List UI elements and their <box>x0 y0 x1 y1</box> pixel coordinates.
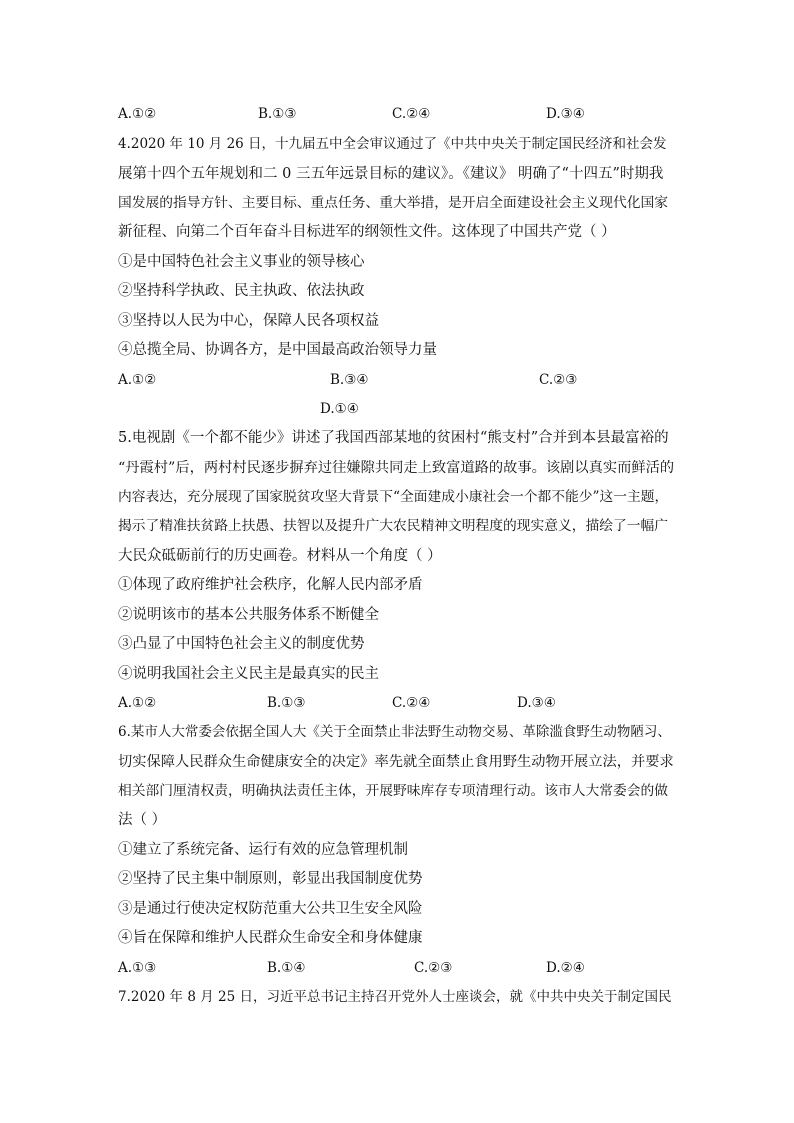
q6-stem-line-3: 相关部门厘清权责，明确执法责任主体，开展野味库存专项清理行动。该市人大常委会的做 <box>118 783 669 799</box>
q5-statement-2: ②说明该市的基本公共服务体系不断健全 <box>118 607 379 623</box>
q6-statement-3: ③是通过行使决定权防范重大公共卫生安全风险 <box>118 901 423 917</box>
q5-statement-3: ③凸显了中国特色社会主义的制度优势 <box>118 636 365 652</box>
q5-stem-line-3: 内容表达，充分展现了国家脱贫攻坚大背景下“全面建成小康社会一个都不能少”这一主题， <box>118 489 669 505</box>
q5-stem-line-4: 揭示了精准扶贫路上扶愚、扶智以及提升广大农民精神文明程度的现实意义，描绘了一幅广 <box>118 518 669 534</box>
q6-stem-line-2: 切实保障人民群众生命健康安全的决定》率先就全面禁止食用野生动物开展立法，并要求 <box>118 754 674 770</box>
q5-option-c: C.②④ <box>392 695 431 711</box>
q4-statement-1: ①是中国特色社会主义事业的领导核心 <box>118 254 365 270</box>
q6-option-b: B.①④ <box>267 960 306 976</box>
q3-option-b: B.①③ <box>258 106 297 122</box>
q3-option-d: D.③④ <box>546 106 585 122</box>
q4-stem-line-2: 展第十四个五年规划和二 0 三五年远景目标的建议》。《建议》 明确了“十四五”时期我 <box>118 166 664 182</box>
q4-option-b: B.③④ <box>330 372 369 388</box>
q5-option-b: B.①③ <box>267 695 306 711</box>
q6-option-c: C.②③ <box>414 960 453 976</box>
q5-statement-1: ①体现了政府维护社会秩序，化解人民内部矛盾 <box>118 577 423 593</box>
q6-option-d: D.②④ <box>546 960 585 976</box>
q4-stem-line-3: 国发展的指导方针、主要目标、重点任务、重大举措，是开启全面建设社会主义现代化国家 <box>118 195 669 211</box>
q4-option-d: D.①④ <box>320 401 359 417</box>
q3-option-c: C.②④ <box>392 106 431 122</box>
q4-statement-2: ②坚持科学执政、民主执政、依法执政 <box>118 283 365 299</box>
q3-option-a: A.①② <box>118 106 157 122</box>
q5-stem-line-1: 5.电视剧《一个都不能少》讲述了我国西部某地的贫困村“熊支村”合并到本县最富裕的 <box>118 430 669 446</box>
q4-stem-line-4: 新征程、向第二个百年奋斗目标进军的纲领性文件。这体现了中国共产党（ ） <box>118 224 616 240</box>
q4-option-c: C.②③ <box>539 372 578 388</box>
q6-statement-4: ④旨在保障和维护人民群众生命安全和身体健康 <box>118 930 423 946</box>
q5-option-d: D.③④ <box>517 695 556 711</box>
q6-statement-2: ②坚持了民主集中制原则，彰显出我国制度优势 <box>118 871 423 887</box>
q5-stem-line-2: “丹霞村”后，两村村民逐步摒弃过往嫌隙共同走上致富道路的故事。该剧以真实而鲜活的 <box>118 460 675 476</box>
q6-stem-line-1: 6.某市人大常委会依据全国人大《关于全面禁止非法野生动物交易、革除滥食野生动物陋习、 <box>118 724 671 740</box>
q6-option-a: A.①③ <box>118 960 157 976</box>
q6-stem-line-4: 法（ ） <box>118 812 167 828</box>
q4-statement-4: ④总揽全局、协调各方，是中国最高政治领导力量 <box>118 342 437 358</box>
q7-stem-line-1: 7.2020 年 8 月 25 日，习近平总书记主持召开党外人士座谈会，就《中共中央关于制定国民 <box>118 989 672 1005</box>
q4-stem-line-1: 4.2020 年 10 月 26 日，十九届五中全会审议通过了《中共中央关于制定国民经济和社会发 <box>118 136 667 152</box>
q5-stem-line-5: 大民众砥砺前行的历史画卷。材料从一个角度（ ） <box>118 548 442 564</box>
q5-option-a: A.①② <box>118 695 157 711</box>
q6-statement-1: ①建立了系统完备、运行有效的应急管理机制 <box>118 842 408 858</box>
q4-statement-3: ③坚持以人民为中心，保障人民各项权益 <box>118 313 379 329</box>
q5-statement-4: ④说明我国社会主义民主是最真实的民主 <box>118 666 379 682</box>
q4-option-a: A.①② <box>118 372 157 388</box>
